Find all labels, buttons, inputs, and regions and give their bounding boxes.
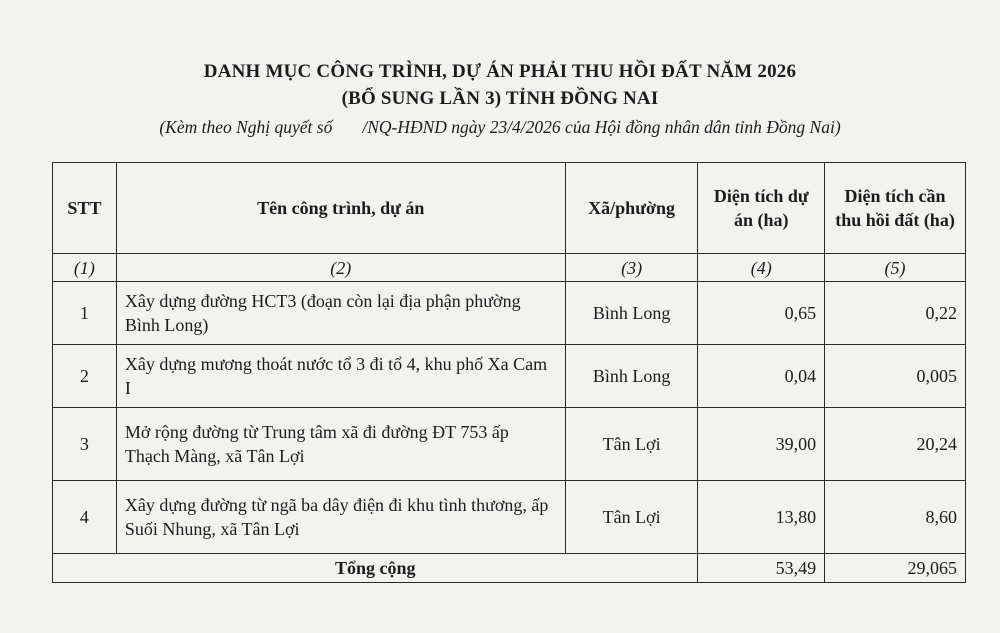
header-area: Diện tích dự án (ha) <box>698 163 825 254</box>
header-ward: Xã/phường <box>565 163 698 254</box>
row-name: Xây dựng đường HCT3 (đoạn còn lại địa phận phường Bình Long) <box>116 282 565 345</box>
table-header-row <box>53 163 966 254</box>
table-row <box>53 345 966 408</box>
table-row <box>53 282 966 345</box>
row-stt: 2 <box>53 345 117 408</box>
column-number: (2) <box>116 254 565 282</box>
total-row <box>53 554 966 583</box>
table-row <box>53 481 966 554</box>
subtitle-part1: (Kèm theo Nghị quyết số <box>159 117 333 137</box>
row-stt: 4 <box>53 481 117 554</box>
table-row <box>53 408 966 481</box>
row-name: Xây dựng đường từ ngã ba dây điện đi khu tình thương, ấp Suối Nhung, xã Tân Lợi <box>116 481 565 554</box>
column-number-row <box>53 254 966 282</box>
total-recover: 29,065 <box>825 554 966 583</box>
row-recover: 0,005 <box>825 345 966 408</box>
column-number: (5) <box>825 254 966 282</box>
row-name: Mở rộng đường từ Trung tâm xã đi đường ĐT 753 ấp Thạch Màng, xã Tân Lợi <box>116 408 565 481</box>
row-name: Xây dựng mương thoát nước tổ 3 đi tổ 4, khu phố Xa Cam I <box>116 345 565 408</box>
document-subtitle <box>0 117 1000 138</box>
column-number: (3) <box>565 254 698 282</box>
document-title-line2: (BỔ SUNG LẦN 3) TỈNH ĐỒNG NAI <box>341 88 659 109</box>
total-label: Tổng cộng <box>53 554 698 583</box>
header-recover: Diện tích cần thu hồi đất (ha) <box>825 163 966 254</box>
row-ward: Bình Long <box>565 345 698 408</box>
row-area: 0,65 <box>698 282 825 345</box>
row-recover: 8,60 <box>825 481 966 554</box>
row-ward: Bình Long <box>565 282 698 345</box>
row-stt: 1 <box>53 282 117 345</box>
row-recover: 0,22 <box>825 282 966 345</box>
document-title-line1: DANH MỤC CÔNG TRÌNH, DỰ ÁN PHẢI THU HỒI ĐẤT NĂM 2026 <box>203 61 797 82</box>
header-name: Tên công trình, dự án <box>116 163 565 254</box>
total-area: 53,49 <box>698 554 825 583</box>
row-ward: Tân Lợi <box>565 481 698 554</box>
row-area: 39,00 <box>698 408 825 481</box>
row-area: 13,80 <box>698 481 825 554</box>
row-stt: 3 <box>53 408 117 481</box>
project-table <box>52 162 966 583</box>
row-ward: Tân Lợi <box>565 408 698 481</box>
column-number: (1) <box>53 254 117 282</box>
header-stt: STT <box>53 163 117 254</box>
row-recover: 20,24 <box>825 408 966 481</box>
subtitle-part2: /NQ-HĐND ngày 23/4/2026 của Hội đồng nhân dân tỉnh Đồng Nai) <box>362 117 841 137</box>
column-number: (4) <box>698 254 825 282</box>
row-area: 0,04 <box>698 345 825 408</box>
